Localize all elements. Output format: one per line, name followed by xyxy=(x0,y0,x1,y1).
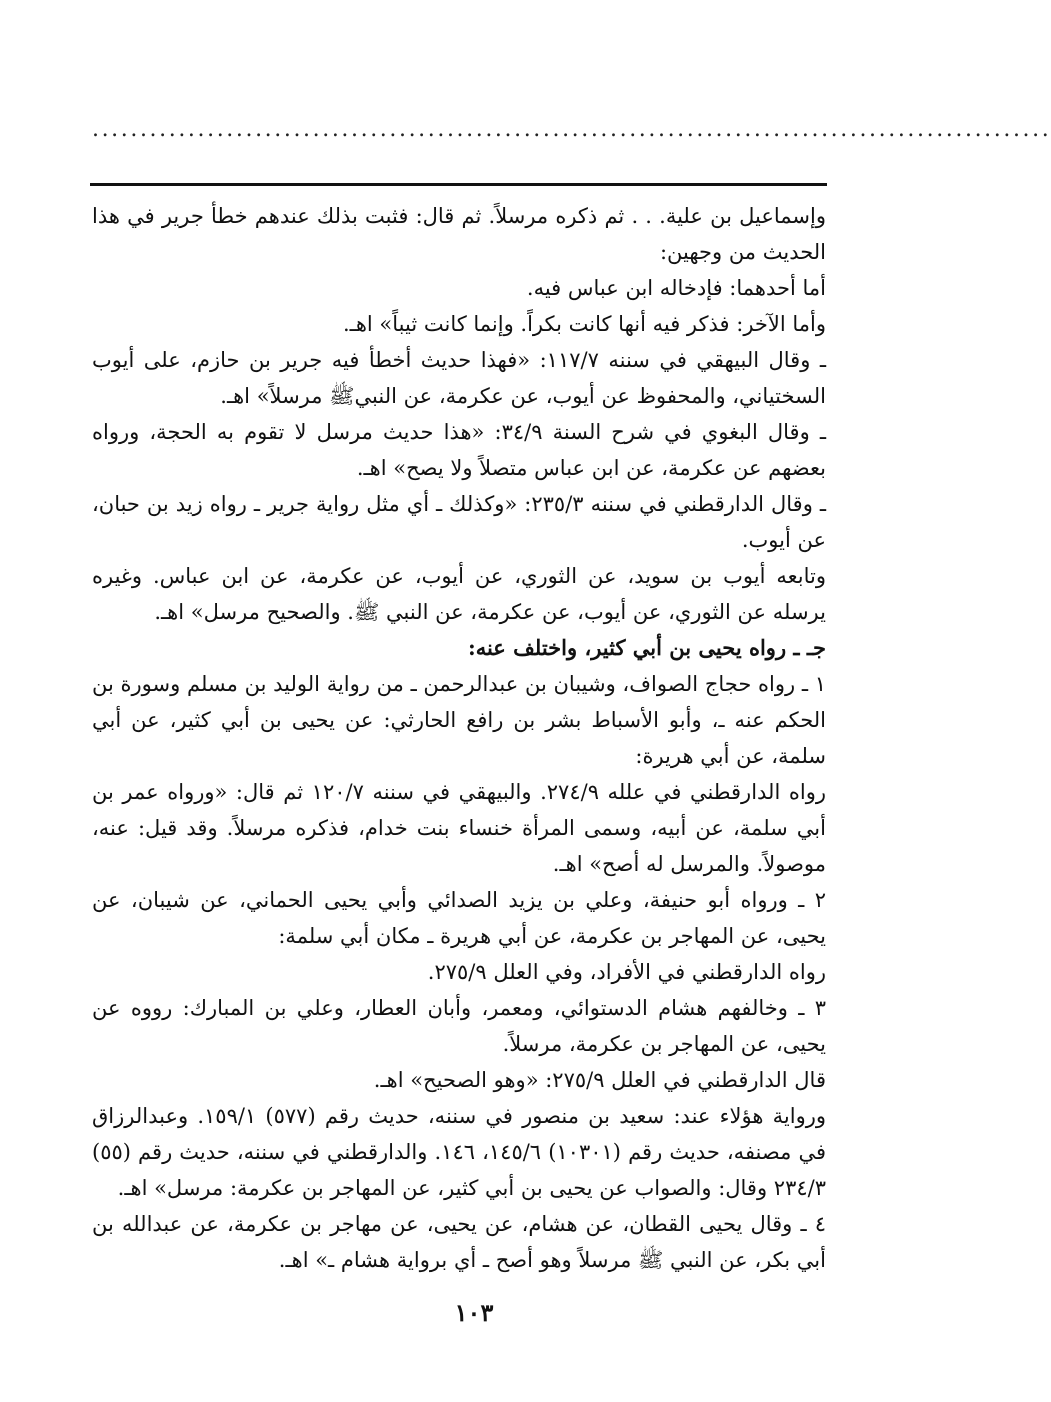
paragraph: قال الدارقطني في العلل ٢٧٥/٩: «وهو الصحيح» اهـ. xyxy=(373,1068,826,1092)
page-number: ١٠٣ xyxy=(454,1298,494,1327)
paragraph: ٢ ـ ورواه أبو حنيفة، وعلي بن يزيد الصدائي وأبي يحيى الحماني، عن شيبان، عن يحيى، عن المهاجر بن عكرمة، عن أبي هريرة ـ مكان أبي سلمة: xyxy=(92,888,826,948)
header-dotted-line: .................................................................................................... xyxy=(92,117,1051,142)
paragraph: ٣ ـ وخالفهم هشام الدستوائي، ومعمر، وأبان العطار، وعلي بن المبارك: رووه عن يحيى، عن المهاجر بن عكرمة، مرسلاً. xyxy=(92,996,826,1056)
page-body xyxy=(92,198,826,1278)
paragraph: ٤ ـ وقال يحيى القطان، عن هشام، عن يحيى، عن مهاجر بن عكرمة، عن عبدالله بن أبي بكر، عن النبي ﷺ مرسلاً وهو أصح ـ أي برواية هشام ـ» اهـ. xyxy=(92,1212,826,1272)
paragraph: ورواية هؤلاء عند: سعيد بن منصور في سننه، حديث رقم (٥٧٧) ١٥٩/١. وعبدالرزاق في مصنفه، حديث رقم (١٠٣٠١) ١٤٥/٦، ١٤٦. والدارقطني في سننه، حديث رقم (٥٥) ٢٣٤/٣ وقال: والصواب عن يحيى بن أبي كثير، عن المهاجر بن عكرمة: مرسل» اهـ. xyxy=(92,1104,826,1200)
paragraph: رواه الدارقطني في علله ٢٧٤/٩. والبيهقي في سننه ١٢٠/٧ ثم قال: «ورواه عمر بن أبي سلمة، عن أبيه، وسمى المرأة خنساء بنت خدام، فذكره مرسلاً. وقد قيل: عنه، موصولاً. والمرسل له أصح» اهـ. xyxy=(92,780,826,876)
header-rule xyxy=(90,183,827,186)
paragraph: ـ وقال البغوي في شرح السنة ٣٤/٩: «هذا حديث مرسل لا تقوم به الحجة، ورواه بعضهم عن عكرمة، عن ابن عباس متصلاً ولا يصح» اهـ. xyxy=(92,420,826,480)
section-heading: جـ ـ رواه يحيى بن أبي كثير، واختلف عنه: xyxy=(467,635,826,660)
paragraph: أما أحدهما: فإدخاله ابن عباس فيه. xyxy=(526,276,826,300)
paragraph: وتابعه أيوب بن سويد، عن الثوري، عن أيوب، عن عكرمة، عن ابن عباس. وغيره يرسله عن الثوري، عن أيوب، عن عكرمة، عن النبي ﷺ. والصحيح مرسل» اهـ. xyxy=(92,564,826,624)
paragraph: وإسماعيل بن علية. . . ثم ذكره مرسلاً. ثم قال: فثبت بذلك عندهم خطأ جرير في هذا الحديث من وجهين: xyxy=(92,204,826,264)
paragraph: ـ وقال الدارقطني في سننه ٢٣٥/٣: «وكذلك ـ أي مثل رواية جرير ـ رواه زيد بن حبان، عن أيوب. xyxy=(92,492,826,552)
paragraph: رواه الدارقطني في الأفراد، وفي العلل ٢٧٥/٩. xyxy=(427,960,826,984)
paragraph: وأما الآخر: فذكر فيه أنها كانت بكراً. وإنما كانت ثيباً» اهـ. xyxy=(343,312,826,336)
paragraph: ـ وقال البيهقي في سننه ١١٧/٧: «فهذا حديث أخطأ فيه جرير بن حازم، على أيوب السختياني، والمحفوظ عن أيوب، عن عكرمة، عن النبيﷺ مرسلاً» اهـ. xyxy=(92,348,826,408)
paragraph: ١ ـ رواه حجاج الصواف، وشيبان بن عبدالرحمن ـ من رواية الوليد بن مسلم وسورة بن الحكم عنه ـ، وأبو الأسباط بشر بن رافع الحارثي: عن يحيى بن أبي كثير، عن أبي سلمة، عن أبي هريرة: xyxy=(92,672,826,768)
